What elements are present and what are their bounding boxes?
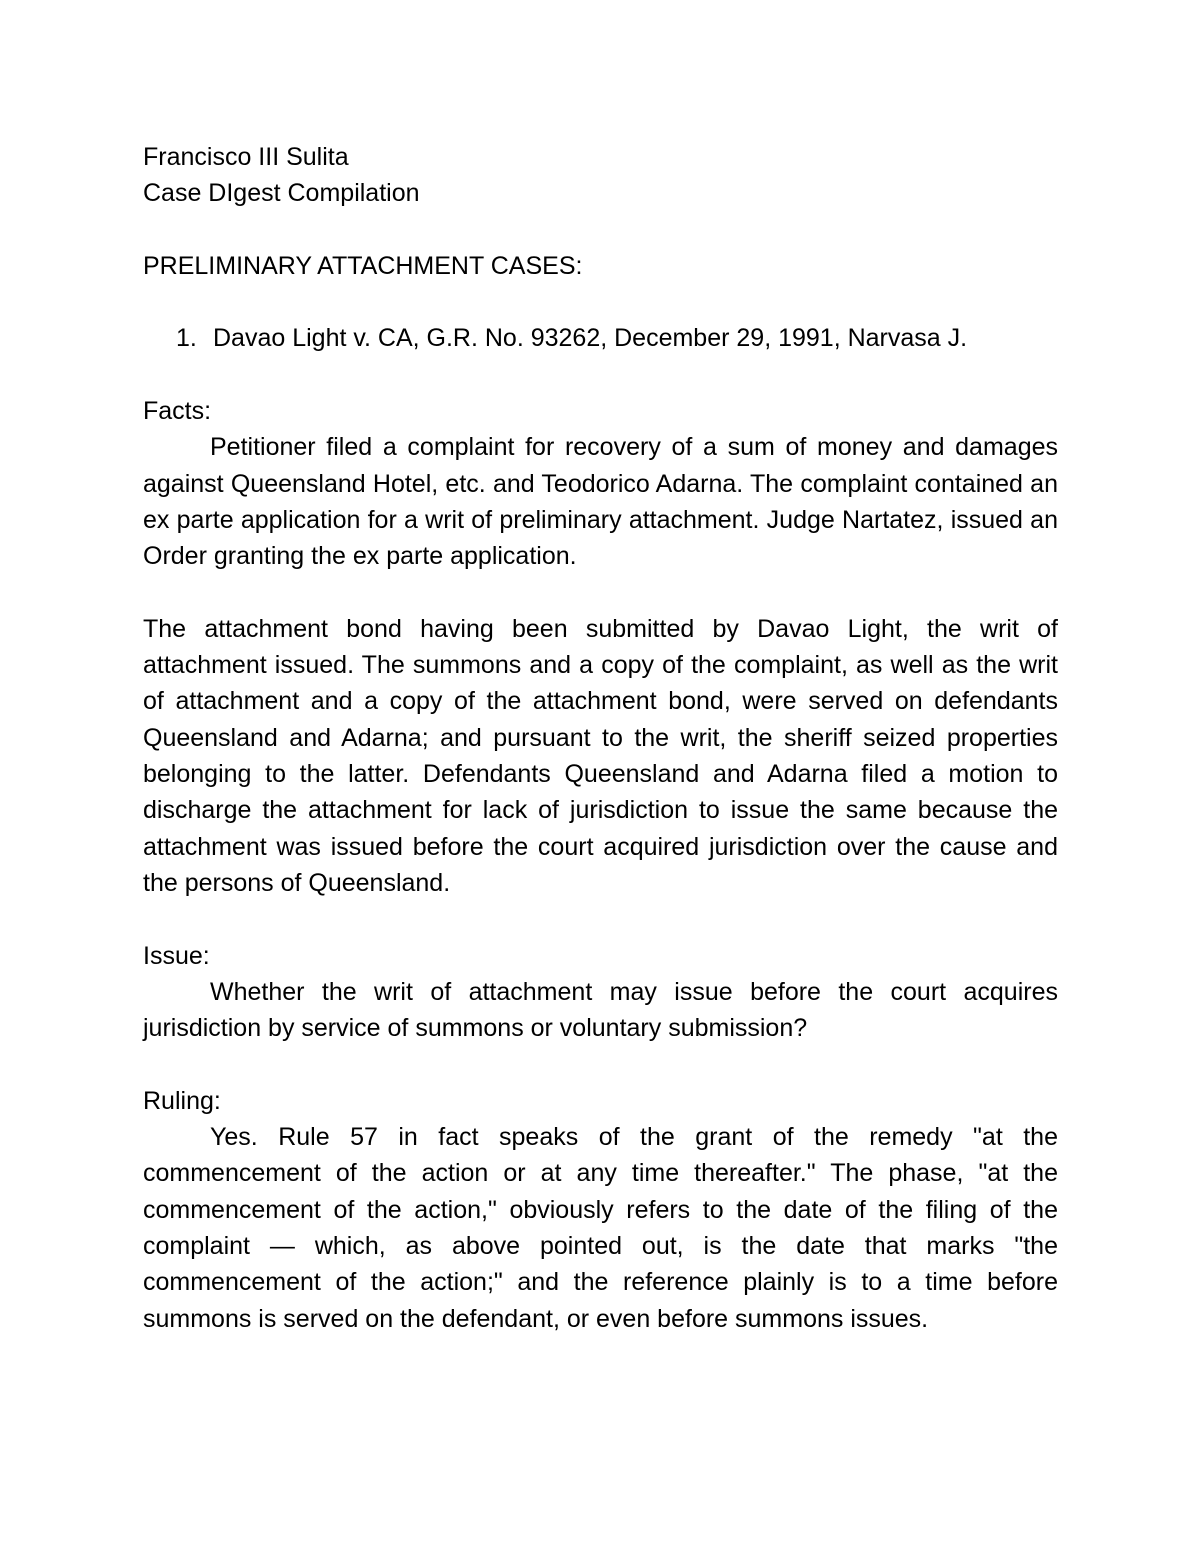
issue-paragraph: Whether the writ of attachment may issue before the court acquires jurisdiction by service of summons or voluntary submission? [143,977,1058,1043]
spacer [143,1046,1058,1082]
document-body [143,139,1058,1337]
ruling-heading: Ruling: [143,1086,221,1115]
spacer [143,284,1058,320]
case-title [143,320,1058,356]
document-subtitle: Case DIgest Compilation [143,179,420,208]
spacer [143,575,1058,611]
author-name: Francisco III Sulita [143,143,349,171]
case-number: 1. [176,324,197,353]
facts-heading: Facts: [143,397,212,426]
case-title-text: Davao Light v. CA, G.R. No. 93262, December 29, 1991, Narvasa J. [213,324,968,353]
spacer [143,212,1058,248]
spacer [143,357,1058,393]
section-title: PRELIMINARY ATTACHMENT CASES: [143,251,583,280]
issue-heading: Issue: [143,941,210,970]
facts-paragraph-2: The attachment bond having been submitted by Davao Light, the writ of attachment issued. The summons and a copy of the complaint, as well as the writ of attachment and a copy of the attachment bond, were served on defendants Queensland and Adarna; and pursuant to the writ, the sheriff seized properties belonging to the latter. Defendants Queensland and Adarna filed a motion to discharge the attachment for lack of jurisdiction to issue the same because the attachment was issued before the court acquired jurisdiction over the cause and the persons of Queensland. [143,614,1058,897]
facts-paragraph-1: Petitioner filed a complaint for recovery of a sum of money and damages against Queensland Hotel, etc. and Teodorico Adarna. The complaint contained an ex parte application for a writ of preliminary attachment. Judge Nartatez, issued an Order granting the ex parte application. [143,433,1058,571]
ruling-paragraph: Yes. Rule 57 in fact speaks of the grant of the remedy "at the commencement of the action or at any time thereafter." The phase, "at the commencement of the action," obviously refers to the date of the filing of the complaint — which, as above pointed out, is the date that marks "the commencement of the action;" and the reference plainly is to a time before summons is served on the defendant, or even before summons issues. [143,1123,1058,1333]
spacer [143,901,1058,937]
